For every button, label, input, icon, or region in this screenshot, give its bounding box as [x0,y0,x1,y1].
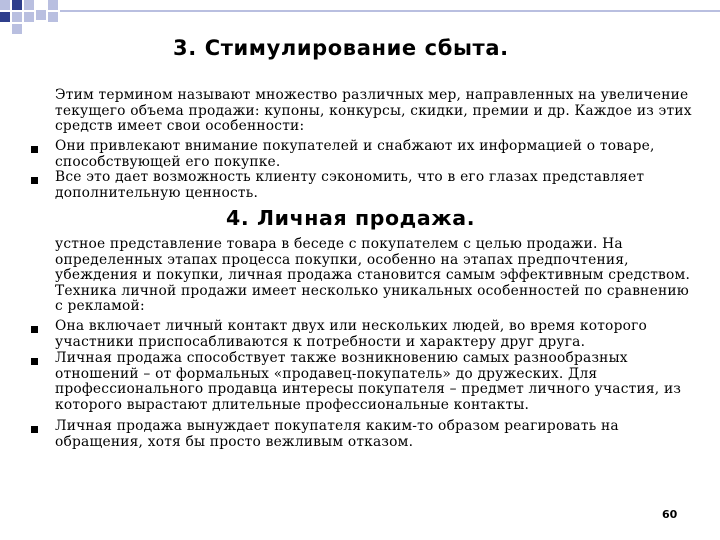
section-4-bullet: Она включает личный контакт двух или нескольких людей, во время которого участники приспосабливаются к потребности и характеру друг друга. [55,318,648,350]
bullet-marker [31,146,38,153]
bullet-marker [31,177,38,184]
bullet-marker [31,358,38,365]
bullet-marker [31,326,38,333]
section-3-bullet: Все это дает возможность клиенту сэкономить, что в его глазах представляет дополнительную ценность. [55,169,645,201]
section-3-intro: Этим термином называют множество различных мер, направленных на увеличение текущего объема продажи: купоны, конкурсы, скидки, премии и др. Каждое из этих средств имеет свои особенности: [55,87,692,135]
section-3-bullet: Они привлекают внимание покупателей и снабжают их информацией о товаре, способствующей его покупке. [55,138,655,170]
section-4-bullet: Личная продажа вынуждает покупателя каким-то образом реагировать на обращения, хотя бы просто вежливым отказом. [55,418,619,450]
section-4-bullet: Личная продажа способствует также возникновению самых разнообразных отношений – от формальных «продавец-покупатель» до дружеских. Для профессионального продавца интересы покупателя – предмет личного участия, из которого вырастают длительные профессиональные контакты. [55,350,682,413]
header-decoration [0,0,720,34]
section-3-heading: 3. Стимулирование сбыта. [173,36,509,60]
page-number: 60 [662,508,678,521]
section-4-heading: 4. Личная продажа. [226,206,476,230]
section-4-intro: устное представление товара в беседе с покупателем с целью продажи. На определенных этапах процесса покупки, особенно на этапах предпочтения, убеждения и покупки, личная продажа становится самым эффективным средством. Техника личной продажи имеет несколько уникальных особенностей по сравнению с рекламой: [55,236,691,315]
bullet-marker [31,426,38,433]
